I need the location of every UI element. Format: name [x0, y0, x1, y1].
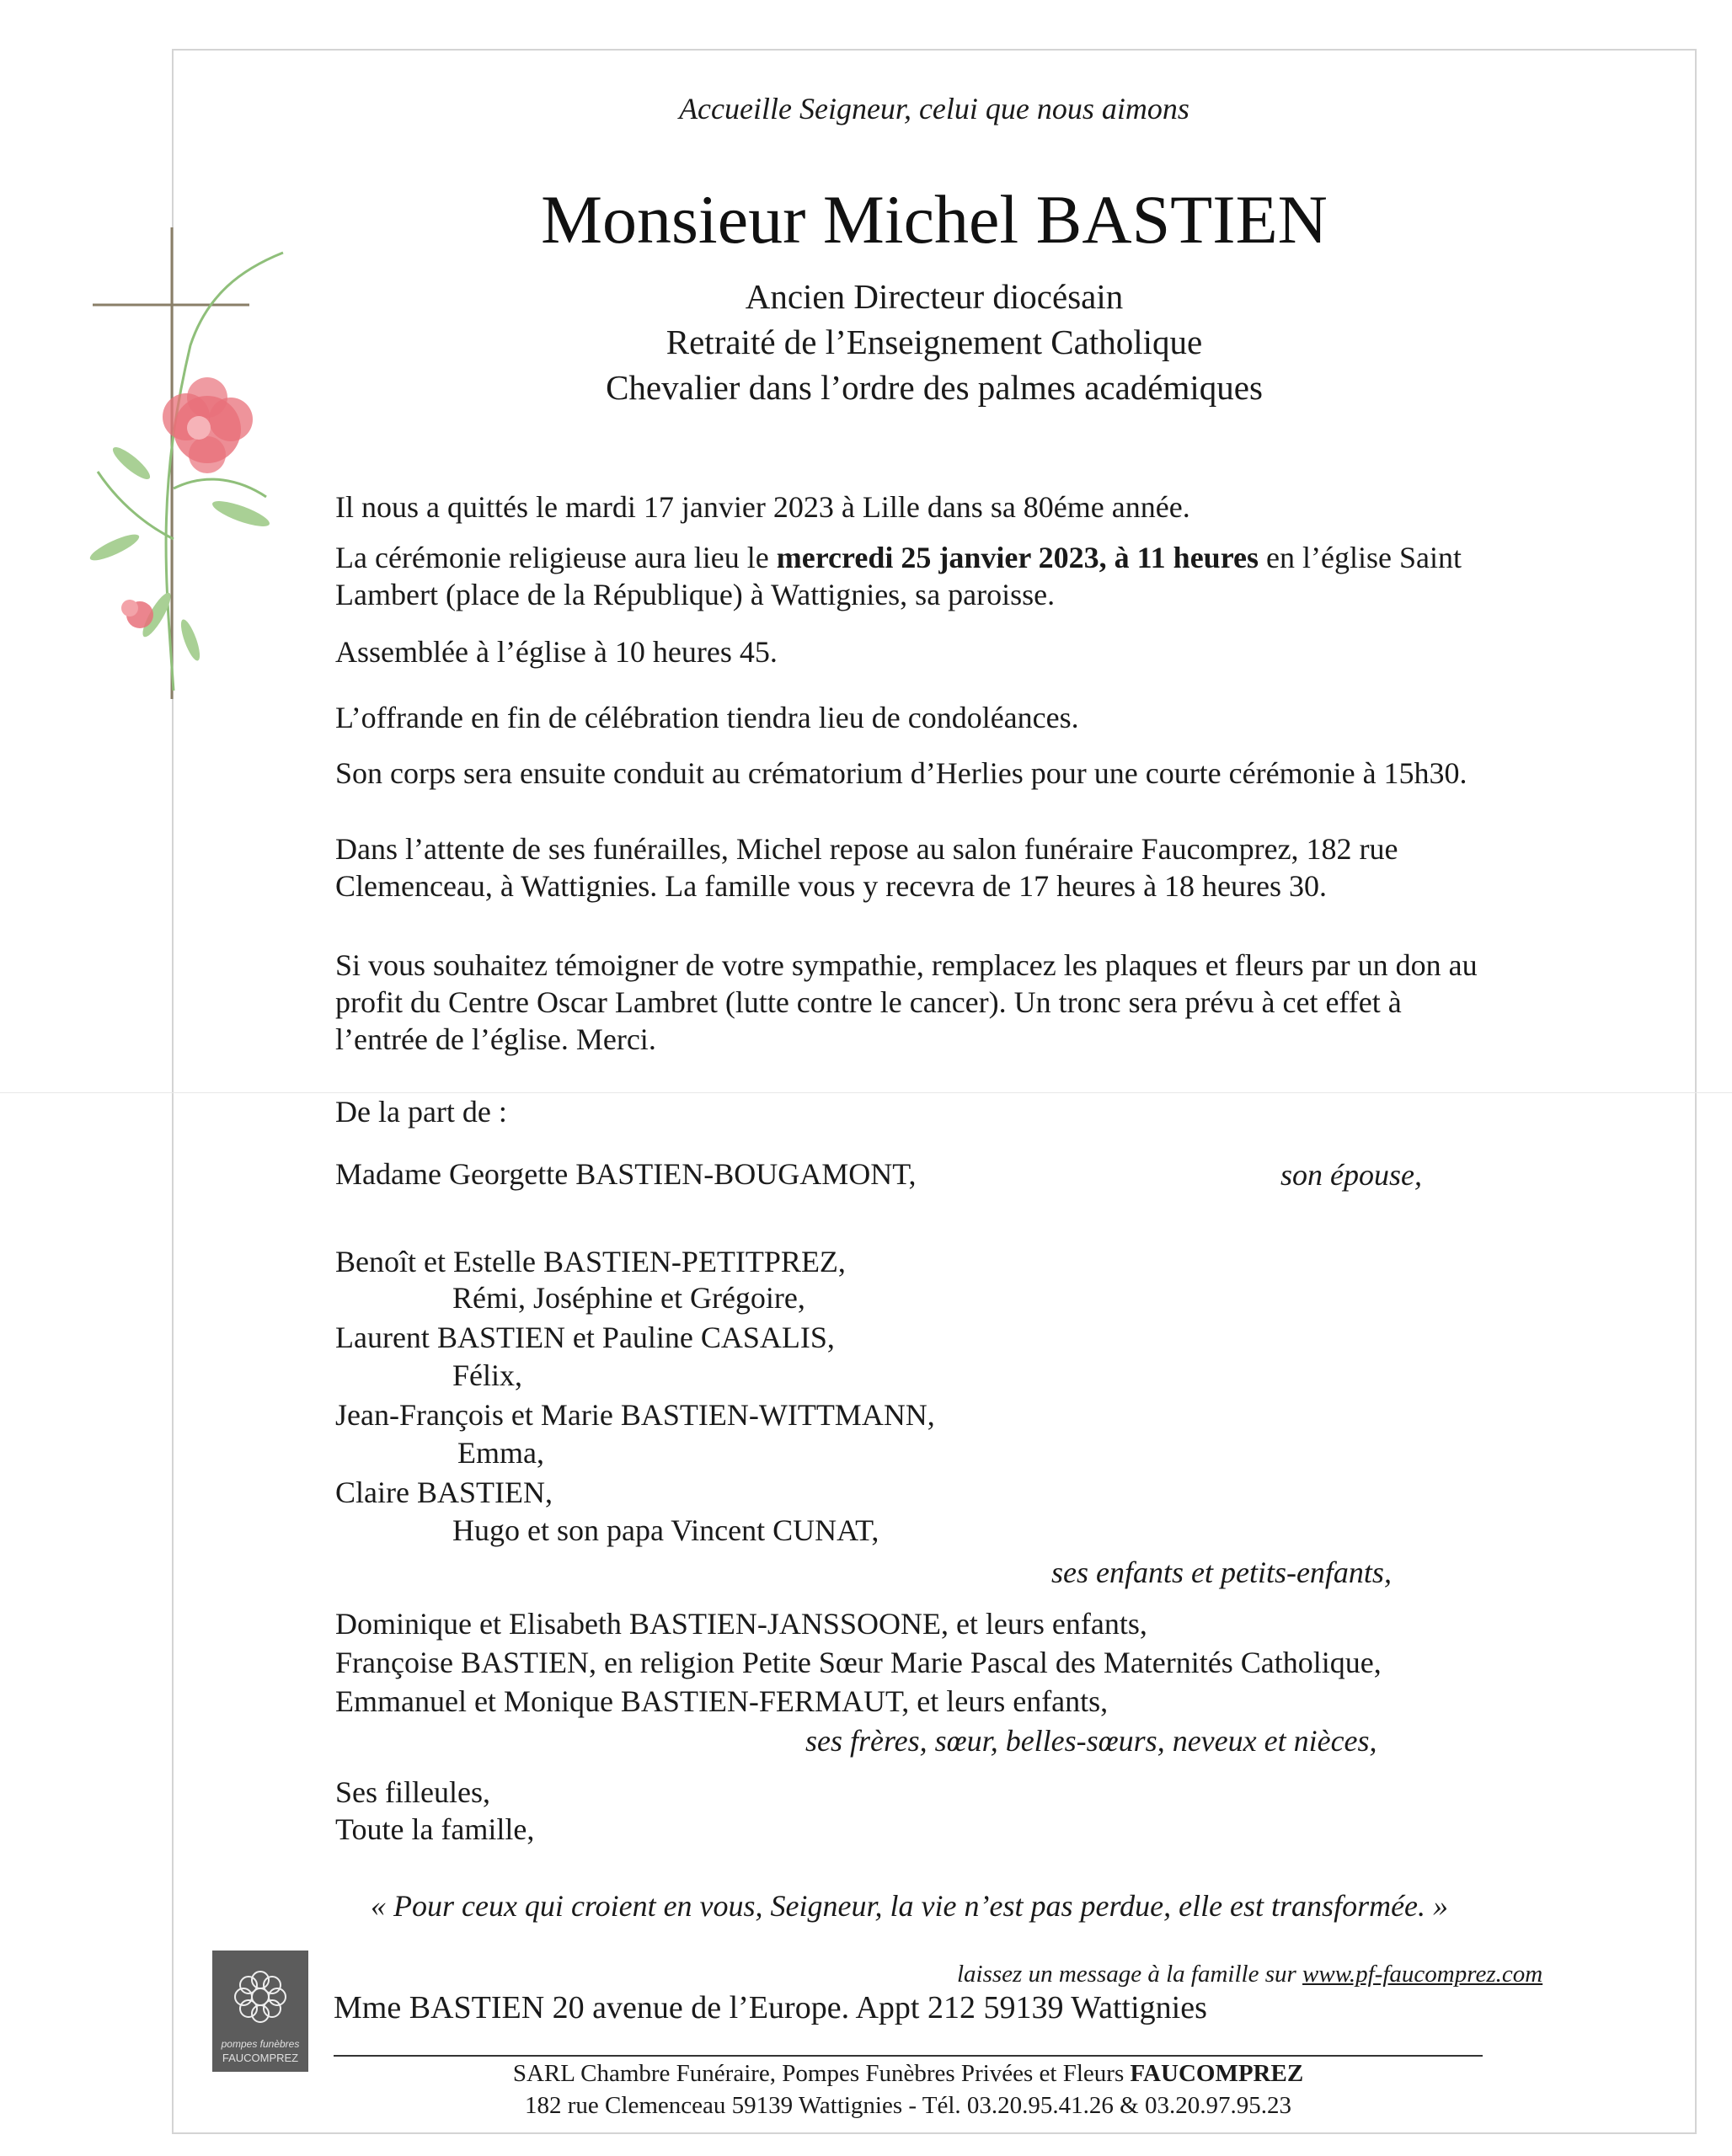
closing-quote: « Pour ceux qui croient en vous, Seigneur, la vie n’est pas perdue, elle est transformée. »	[371, 1889, 1449, 1923]
offering-note: L’offrande en fin de célébration tiendra lieu de condoléances.	[335, 701, 1079, 734]
logo-tagline: pompes funèbres	[221, 2038, 300, 2050]
footer-contact: 182 rue Clemenceau 59139 Wattignies - Tél. 03.20.95.41.26 & 03.20.97.95.23	[525, 2092, 1291, 2119]
title-line-1: Ancien Directeur diocésain	[745, 277, 1124, 316]
footer-company: SARL Chambre Funéraire, Pompes Funèbres Privées et Fleurs FAUCOMPREZ	[512, 2060, 1304, 2087]
logo-brand: FAUCOMPREZ	[222, 2052, 299, 2064]
grandchild-line: Rémi, Joséphine et Grégoire,	[452, 1281, 805, 1315]
spouse-name: Madame Georgette BASTIEN-BOUGAMONT,	[335, 1157, 917, 1191]
death-notice: Il nous a quittés le mardi 17 janvier 2023 à Lille dans sa 80éme année.	[335, 490, 1190, 524]
deceased-name: Monsieur Michel BASTIEN	[541, 181, 1328, 258]
visitation-line-1: Dans l’attente de ses funérailles, Michel repose au salon funéraire Faucomprez, 182 rue	[335, 832, 1398, 866]
family-address: Mme BASTIEN 20 avenue de l’Europe. Appt 212 59139 Wattignies	[334, 1990, 1207, 2025]
visitation-line-2: Clemenceau, à Wattignies. La famille vous y recevra de 17 heures à 18 heures 30.	[335, 869, 1327, 903]
flower-rosette-icon	[227, 1964, 293, 2030]
family-intro: De la part de :	[335, 1095, 507, 1129]
child-line: Laurent BASTIEN et Pauline CASALIS,	[335, 1321, 835, 1354]
crematorium-note: Son corps sera ensuite conduit au crématorium d’Herlies pour une courte cérémonie à 15h30.	[335, 756, 1467, 790]
sibling-line: Emmanuel et Monique BASTIEN-FERMAUT, et leurs enfants,	[335, 1684, 1109, 1718]
ceremony-datetime: mercredi 25 janvier 2023, à 11 heures	[776, 541, 1259, 574]
website-link[interactable]: www.pf-faucomprez.com	[1302, 1961, 1543, 1988]
title-line-2: Retraité de l’Enseignement Catholique	[666, 323, 1203, 361]
donation-line-2: profit du Centre Oscar Lambret (lutte contre le cancer). Un tronc sera prévu à cet effet à	[335, 985, 1402, 1019]
donation-line-3: l’entrée de l’église. Merci.	[335, 1022, 656, 1056]
grandchild-line: Félix,	[452, 1358, 523, 1392]
faucomprez-logo	[212, 1951, 308, 2072]
siblings-relation: ses frères, sœur, belles-sœurs, neveux et nièces,	[805, 1724, 1377, 1758]
child-line: Jean-François et Marie BASTIEN-WITTMANN,	[335, 1398, 935, 1432]
message-line: laissez un message à la famille sur www.pf-faucomprez.com	[957, 1961, 1543, 1988]
sibling-line: Dominique et Elisabeth BASTIEN-JANSSOONE, et leurs enfants,	[335, 1607, 1147, 1641]
child-line: Claire BASTIEN,	[335, 1476, 553, 1509]
spouse-relation: son épouse,	[1280, 1158, 1422, 1192]
others-line: Toute la famille,	[335, 1812, 535, 1846]
ceremony-line-2: Lambert (place de la République) à Wattignies, sa paroisse.	[335, 578, 1056, 611]
grandchild-line: Emma,	[457, 1436, 544, 1470]
donation-line-1: Si vous souhaitez témoigner de votre sympathie, remplacez les plaques et fleurs par un don au	[335, 948, 1478, 982]
footer-divider	[334, 2055, 1483, 2057]
title-line-3: Chevalier dans l’ordre des palmes académiques	[606, 368, 1263, 407]
fold-line	[0, 1092, 1732, 1093]
children-relation: ses enfants et petits-enfants,	[1051, 1556, 1392, 1589]
child-line: Benoît et Estelle BASTIEN-PETITPREZ,	[335, 1245, 846, 1278]
sibling-line: Françoise BASTIEN, en religion Petite Sœur Marie Pascal des Maternités Catholique,	[335, 1646, 1382, 1679]
others-line: Ses filleules,	[335, 1775, 490, 1809]
assembly-time: Assemblée à l’église à 10 heures 45.	[335, 635, 778, 669]
ceremony-line-1: La cérémonie religieuse aura lieu le mercredi 25 janvier 2023, à 11 heures en l’église Saint	[335, 541, 1462, 574]
epigraph: Accueille Seigneur, celui que nous aimons	[679, 92, 1189, 125]
grandchild-line: Hugo et son papa Vincent CUNAT,	[452, 1513, 879, 1547]
